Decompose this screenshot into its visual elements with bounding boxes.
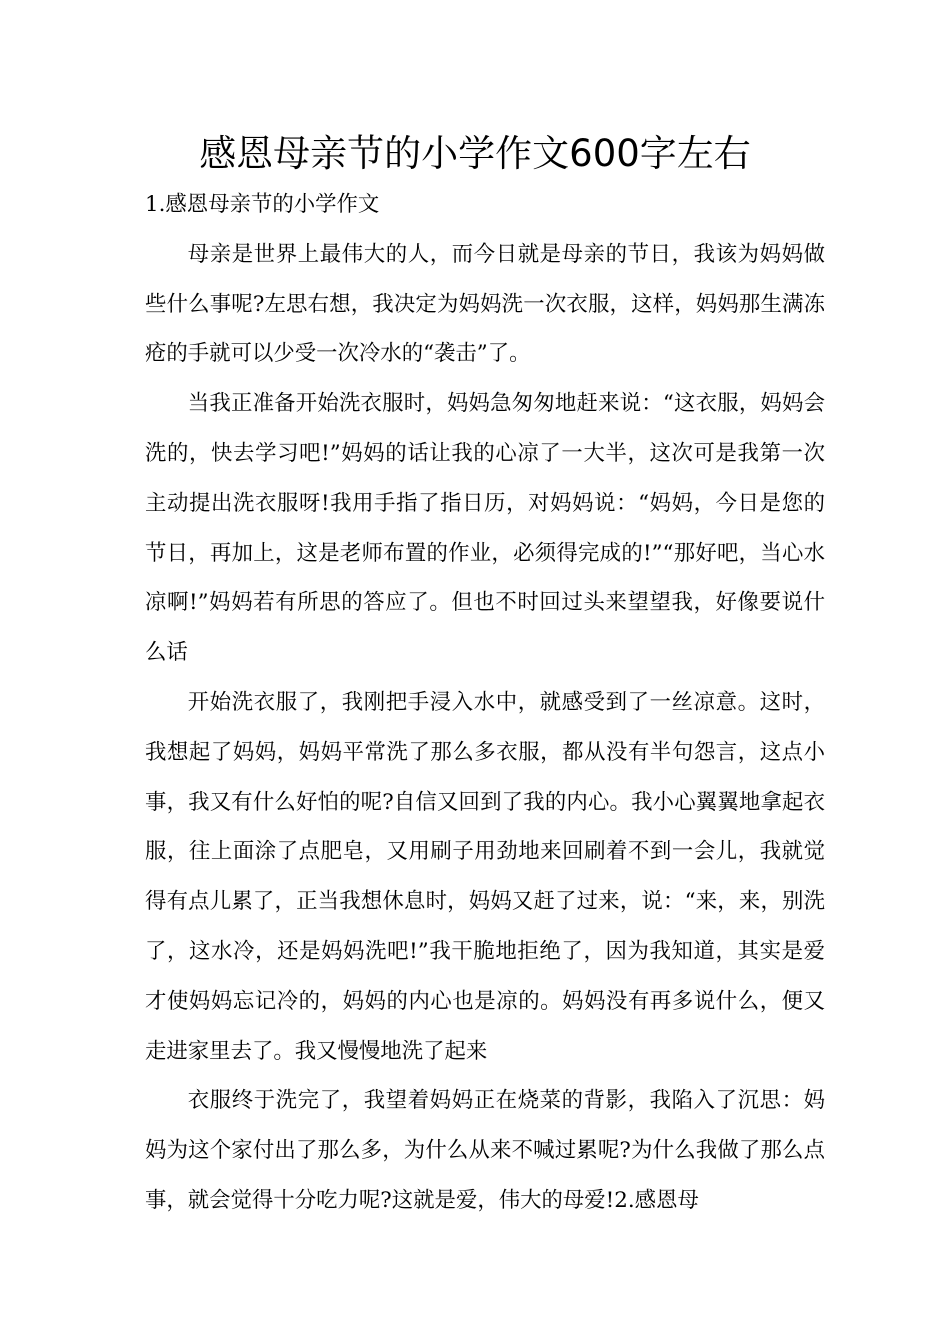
paragraph-3: 开始洗衣服了，我刚把手浸入水中，就感受到了一丝凉意。这时，我想起了妈妈，妈妈平常洗了那么多衣服，都从没有半句怨言，这点小事，我又有什么好怕的呢?自信又回到了我的内心。我小心翼翼地拿起衣服，往上面涂了点肥皂，又用刷子用劲地来回刷着不到一会儿，我就觉得有点儿累了，正当我想休息时，妈妈又赶了过来，说：“来，来，别洗了，这水冷，还是妈妈洗吧!”我干脆地拒绝了，因为我知道，其实是爱才使妈妈忘记冷的，妈妈的内心也是凉的。妈妈没有再多说什么，便又走进家里去了。我又慢慢地洗了起来 (145, 689, 825, 1064)
paragraph-1: 母亲是世界上最伟大的人，而今日就是母亲的节日，我该为妈妈做些什么事呢?左思右想，我决定为妈妈洗一次衣服，这样，妈妈那生满冻疮的手就可以少受一次冷水的“袭击”了。 (145, 241, 825, 367)
document-title: 感恩母亲节的小学作文600字左右 (199, 132, 751, 175)
section-heading: 1.感恩母亲节的小学作文 (145, 192, 380, 217)
paragraph-4: 衣服终于洗完了，我望着妈妈正在烧菜的背影，我陷入了沉思：妈妈为这个家付出了那么多，为什么从来不喊过累呢?为什么我做了那么点事，就会觉得十分吃力呢?这就是爱，伟大的母爱!2.感恩母 (145, 1088, 825, 1213)
paragraph-2: 当我正准备开始洗衣服时，妈妈急匆匆地赶来说：“这衣服，妈妈会洗的，快去学习吧!”妈妈的话让我的心凉了一大半，这次可是我第一次主动提出洗衣服呀!我用手指了指日历，对妈妈说：“妈妈，今日是您的节日，再加上，这是老师布置的作业，必须得完成的!”“那好吧，当心水凉啊!”妈妈若有所思的答应了。但也不时回过头来望望我，好像要说什么话 (145, 391, 825, 666)
document-body (145, 180, 825, 1226)
